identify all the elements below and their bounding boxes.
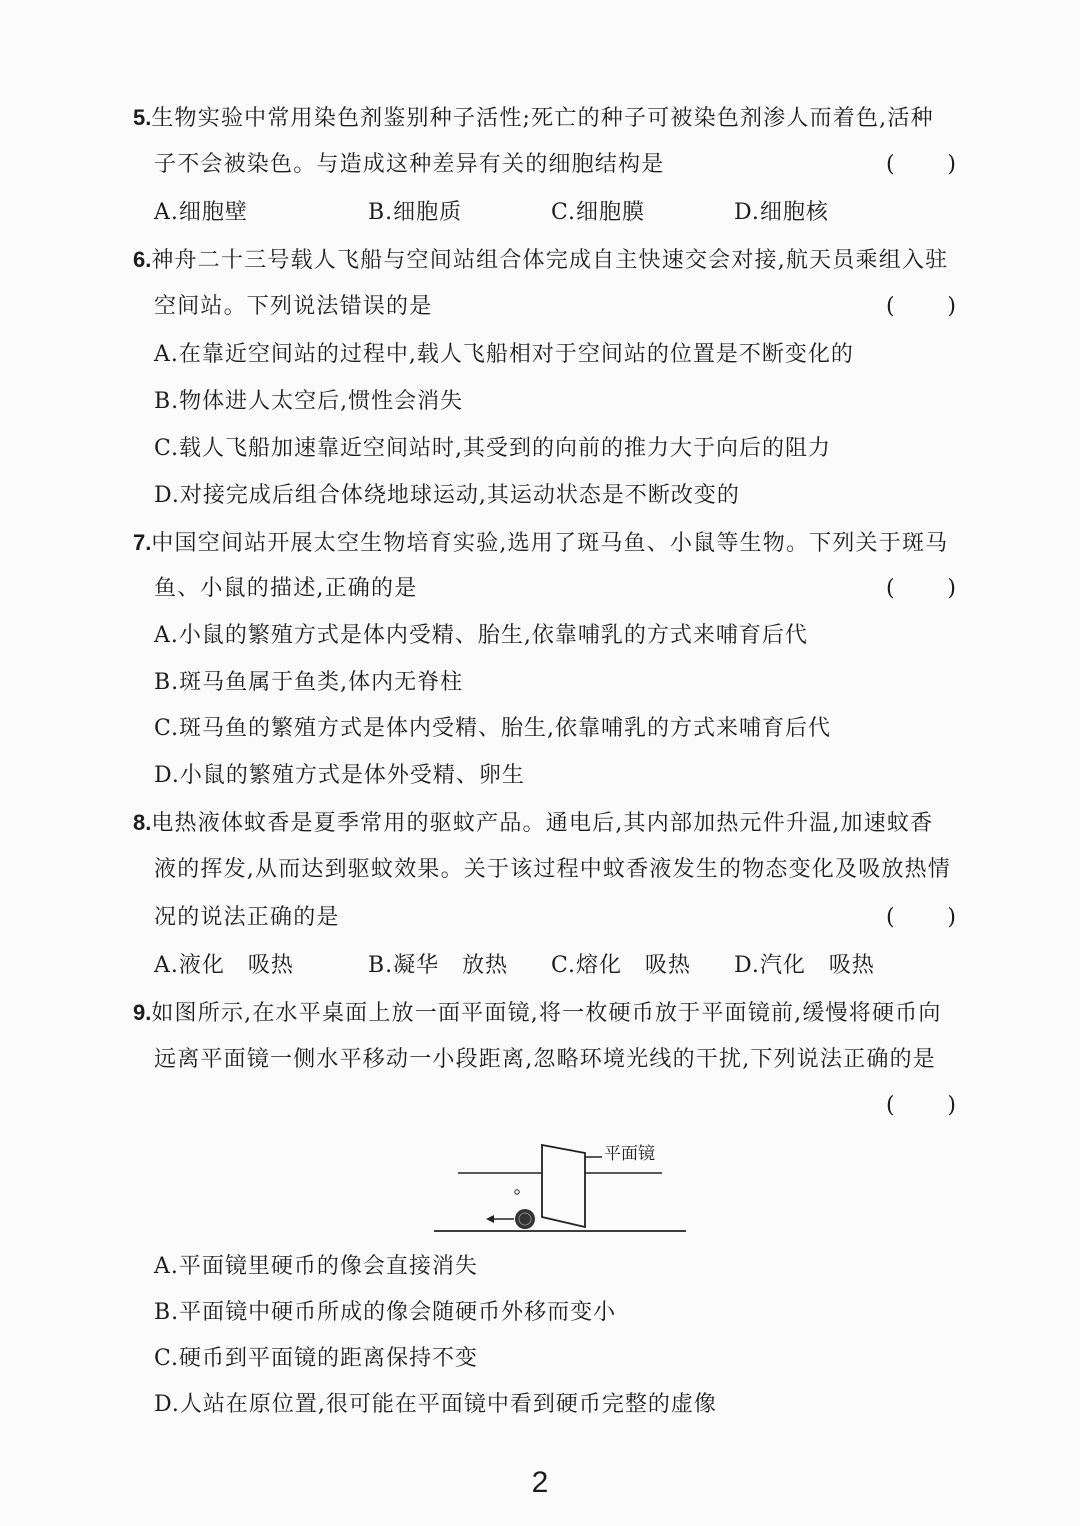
q6-stem-text1: 神舟二十三号载人飞船与空间站组合体完成自主快速交会对接,航天员乘组入驻 — [151, 248, 949, 273]
q9-stem-line2: 远离平面镜一侧水平移动一小段距离,忽略环境光线的干扰,下列说法正确的是 — [154, 1047, 936, 1072]
paren-close: ) — [947, 1093, 956, 1118]
q6-stem-line2: 空间站。下列说法错误的是 — [154, 294, 433, 319]
paren-open: ( — [886, 576, 895, 601]
paren-close: ) — [947, 152, 956, 177]
q9-number: 9. — [133, 1000, 152, 1025]
q7-stem-line1 — [133, 528, 948, 559]
q7-option-b: B.斑马鱼属于鱼类,体内无脊柱 — [154, 670, 464, 695]
q9-option-b: B.平面镜中硬币所成的像会随硬币外移而变小 — [154, 1300, 617, 1325]
q7-stem-line2: 鱼、小鼠的描述,正确的是 — [154, 576, 418, 601]
q9-stem-line1 — [133, 998, 942, 1029]
q7-number: 7. — [133, 530, 152, 555]
q6-option-d: D.对接完成后组合体绕地球运动,其运动状态是不断改变的 — [154, 483, 740, 508]
q9-answer-paren — [886, 1091, 956, 1121]
q8-option-b: B.凝华 放热 — [368, 953, 509, 978]
mirror-coin-figure — [430, 1135, 700, 1249]
q9-option-c: C.硬币到平面镜的距离保持不变 — [154, 1346, 479, 1371]
q8-answer-paren — [886, 903, 956, 933]
paren-open: ( — [886, 1093, 895, 1118]
mirror-diagram — [430, 1135, 700, 1245]
q8-stem-line2: 液的挥发,从而达到驱蚊效果。关于该过程中蚊香液发生的物态变化及吸放热情 — [154, 857, 951, 882]
q8-stem-text1: 电热液体蚊香是夏季常用的驱蚊产品。通电后,其内部加热元件升温,加速蚊香 — [151, 811, 934, 836]
plane-mirror — [542, 1145, 585, 1227]
image-dot — [515, 1190, 519, 1194]
q6-number: 6. — [133, 247, 152, 272]
q5-stem-line2: 子不会被染色。与造成这种差异有关的细胞结构是 — [154, 152, 665, 177]
paren-close: ) — [947, 294, 956, 319]
q5-answer-paren — [886, 150, 956, 180]
q5-option-b: B.细胞质 — [368, 200, 463, 225]
q6-option-b: B.物体进人太空后,惯性会消失 — [154, 389, 464, 414]
q6-stem-line1 — [133, 245, 948, 276]
q8-option-d: D.汽化 吸热 — [734, 953, 875, 978]
paren-open: ( — [886, 294, 895, 319]
paren-open: ( — [886, 152, 895, 177]
q7-option-d: D.小鼠的繁殖方式是体外受精、卵生 — [154, 763, 525, 788]
page-number: 2 — [531, 1466, 549, 1499]
q6-option-c: C.载人飞船加速靠近空间站时,其受到的向前的推力大于向后的阻力 — [154, 436, 832, 461]
q8-option-c: C.熔化 吸热 — [551, 953, 692, 978]
paren-close: ) — [947, 905, 956, 930]
mirror-label: 平面镜 — [604, 1144, 655, 1164]
q9-stem-text1: 如图所示,在水平桌面上放一面平面镜,将一枚硬币放于平面镜前,缓慢将硬币向 — [151, 1001, 942, 1026]
q9-option-d: D.人站在原位置,很可能在平面镜中看到硬币完整的虚像 — [154, 1392, 717, 1417]
q5-option-d: D.细胞核 — [734, 200, 829, 225]
q9-option-a: A.平面镜里硬币的像会直接消失 — [154, 1254, 478, 1279]
q7-option-a: A.小鼠的繁殖方式是体内受精、胎生,依靠哺乳的方式来哺育后代 — [154, 623, 808, 648]
q5-stem-line1 — [133, 103, 934, 134]
q8-number: 8. — [133, 810, 152, 835]
q6-option-a: A.在靠近空间站的过程中,载人飞船相对于空间站的位置是不断变化的 — [154, 342, 854, 367]
q5-stem-text1: 生物实验中常用染色剂鉴别种子活性;死亡的种子可被染色剂渗人而着色,活种 — [151, 106, 934, 131]
q5-option-a: A.细胞壁 — [154, 200, 248, 225]
q7-option-c: C.斑马鱼的繁殖方式是体内受精、胎生,依靠哺乳的方式来哺育后代 — [154, 716, 832, 741]
paren-close: ) — [947, 576, 956, 601]
q5-number: 5. — [133, 105, 152, 130]
paren-open: ( — [886, 905, 895, 930]
q8-option-a: A.液化 吸热 — [154, 953, 294, 978]
move-arrow-head — [486, 1215, 494, 1223]
q7-answer-paren — [886, 574, 956, 604]
q7-stem-text1: 中国空间站开展太空生物培育实验,选用了斑马鱼、小鼠等生物。下列关于斑马 — [151, 531, 949, 556]
q8-stem-line3: 况的说法正确的是 — [154, 905, 340, 930]
q5-option-c: C.细胞膜 — [551, 200, 646, 225]
q6-answer-paren — [886, 292, 956, 322]
coin — [515, 1209, 535, 1229]
q8-stem-line1 — [133, 808, 933, 839]
